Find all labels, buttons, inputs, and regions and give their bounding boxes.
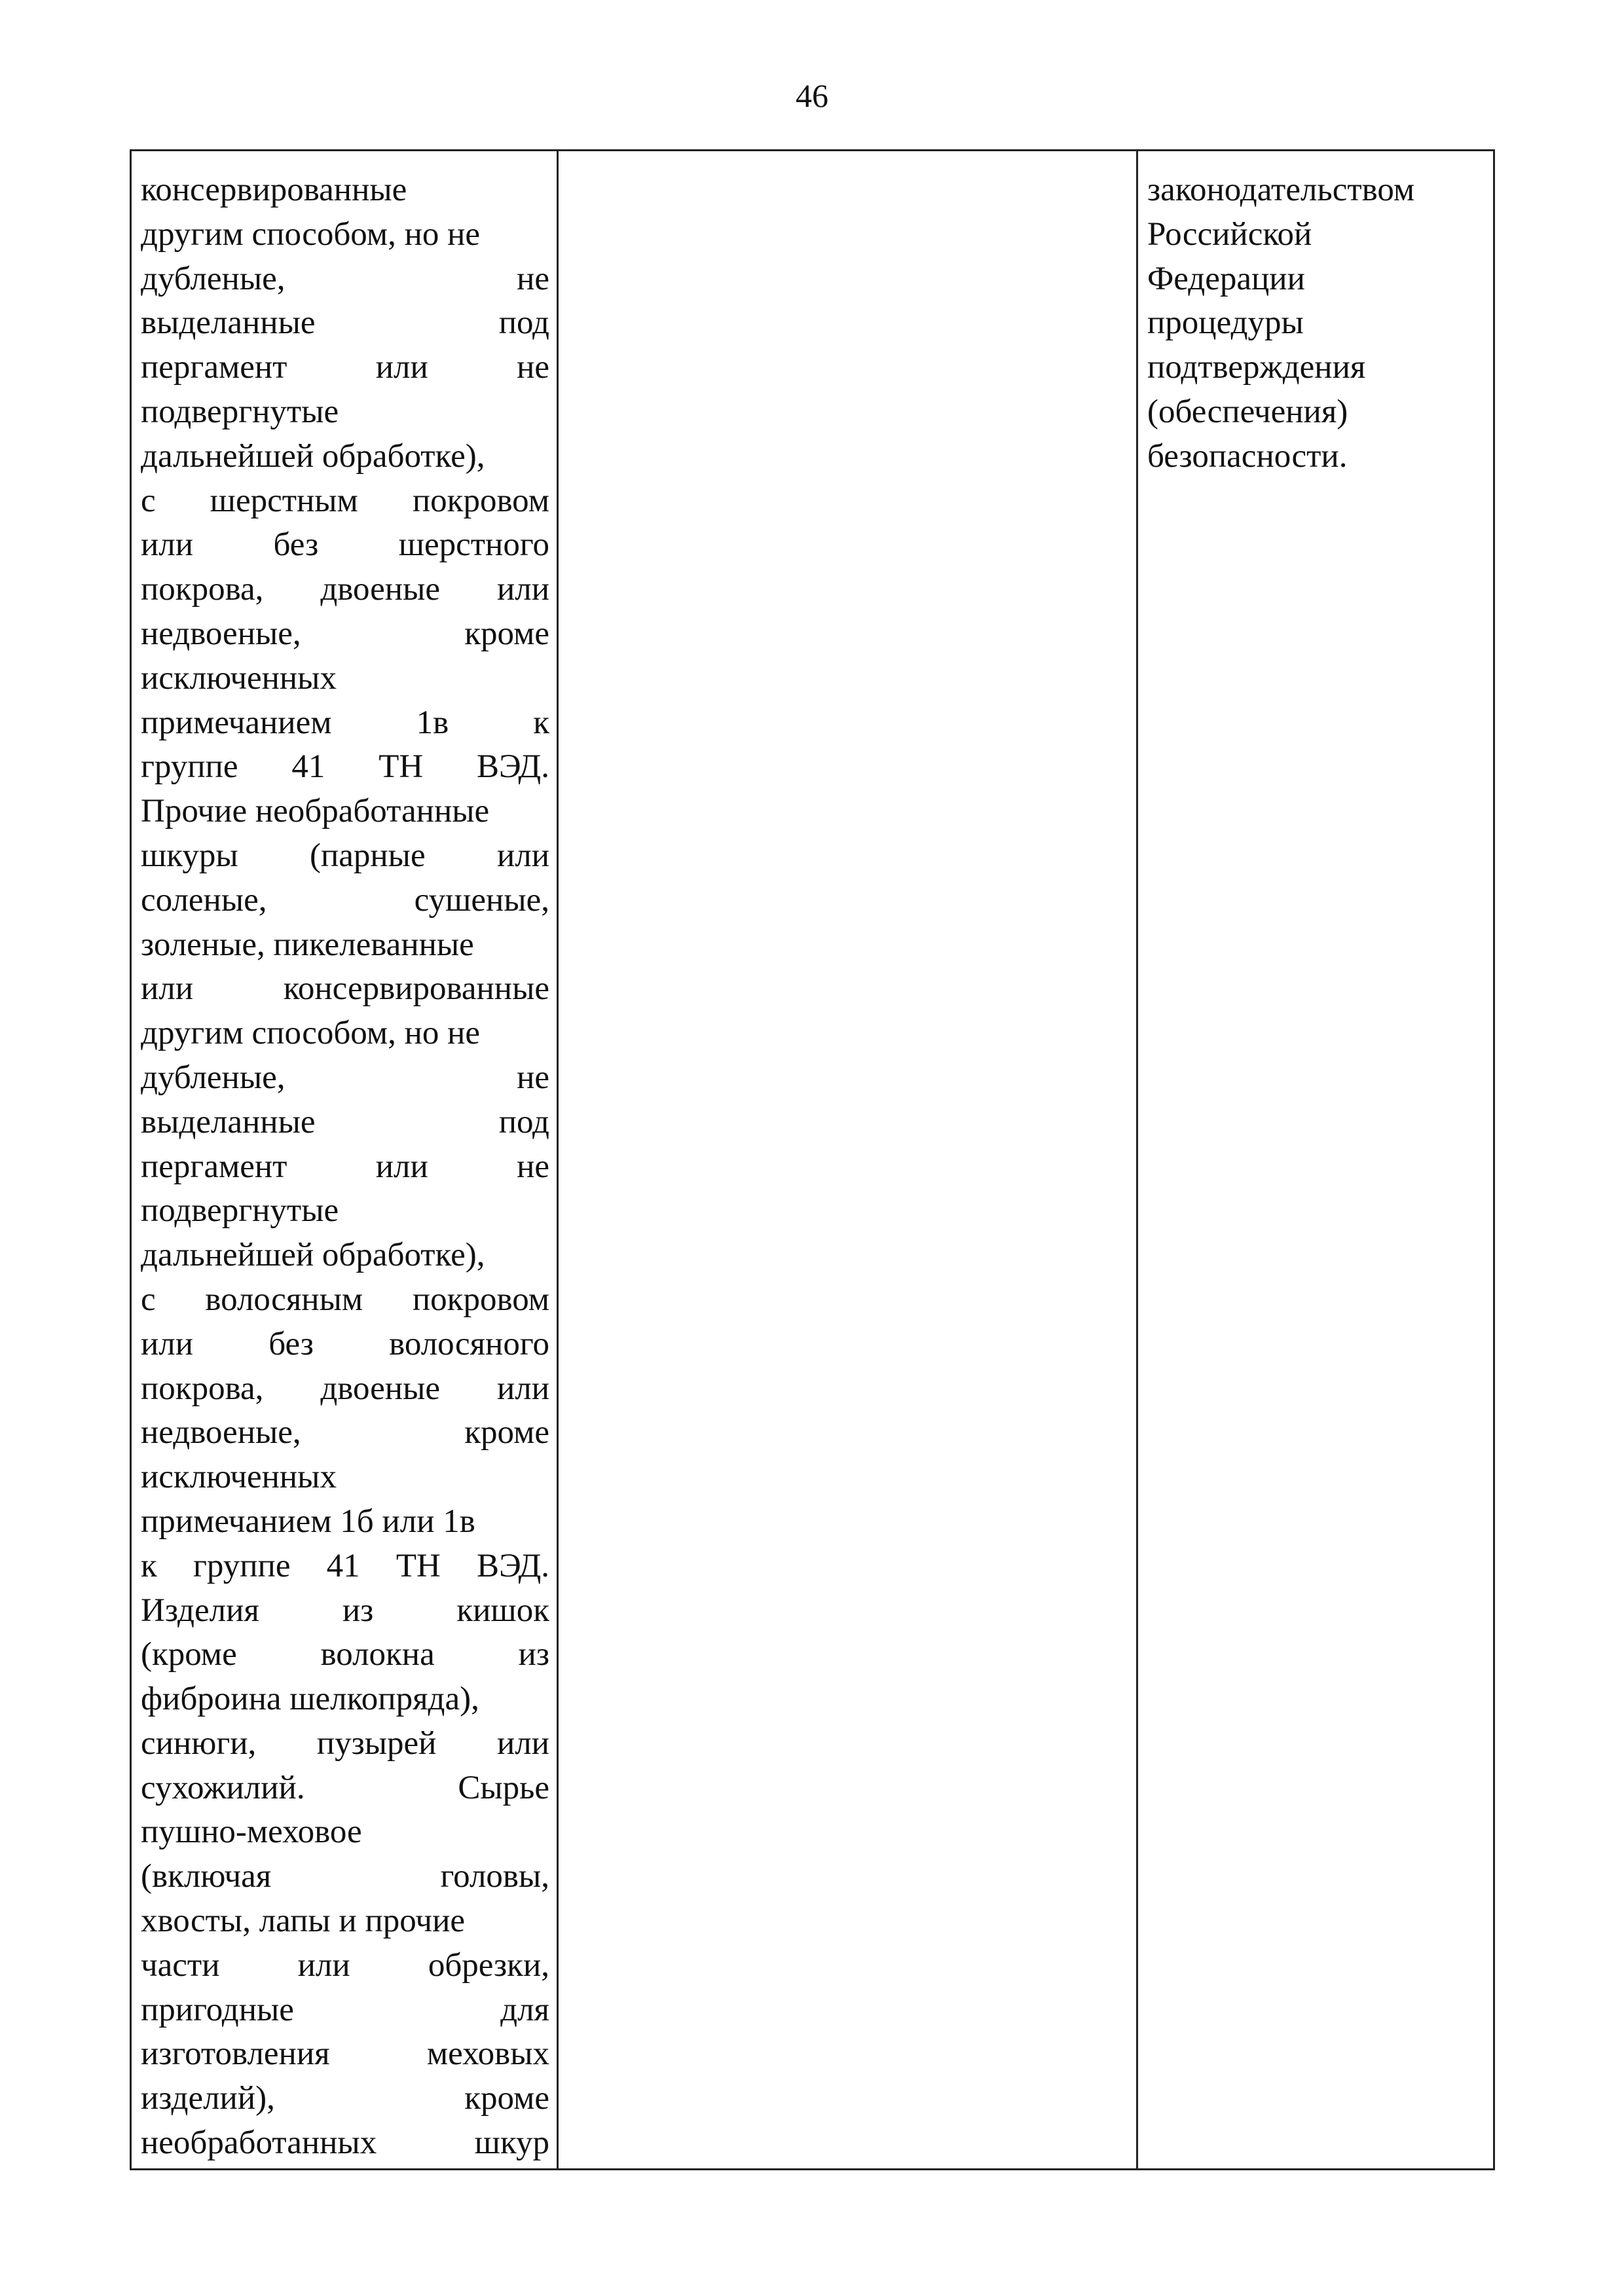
text-fragment: исключенных bbox=[141, 1459, 337, 1496]
text-fragment: изделий), bbox=[141, 2080, 275, 2117]
text-line bbox=[141, 1322, 549, 1367]
text-fragment: волокна bbox=[320, 1636, 435, 1673]
text-fragment: (обеспечения) bbox=[1147, 393, 1348, 430]
text-line bbox=[1147, 390, 1488, 435]
text-fragment: волосяного bbox=[389, 1325, 549, 1362]
text-fragment: примечанием bbox=[141, 704, 332, 741]
text-fragment: Изделия bbox=[141, 1592, 259, 1629]
text-fragment: к bbox=[533, 704, 549, 741]
text-fragment: или bbox=[496, 1724, 549, 1762]
text-fragment: выделанные bbox=[141, 304, 316, 342]
text-line bbox=[141, 1278, 549, 1322]
text-fragment: безопасности. bbox=[1147, 437, 1348, 475]
text-line bbox=[1147, 435, 1488, 479]
text-line bbox=[141, 1722, 549, 1766]
text-fragment: кроме bbox=[464, 1414, 549, 1451]
text-fragment: не bbox=[517, 1059, 549, 1096]
text-line bbox=[141, 301, 549, 346]
text-fragment: или bbox=[297, 1946, 350, 1984]
text-line bbox=[141, 1367, 549, 1412]
text-fragment: обрезки, bbox=[428, 1946, 549, 1984]
text-fragment: под bbox=[498, 1103, 549, 1140]
text-fragment: выделанные bbox=[141, 1103, 316, 1140]
text-fragment: или bbox=[141, 526, 194, 564]
text-fragment: или bbox=[375, 349, 428, 386]
text-fragment: ТН bbox=[378, 748, 424, 786]
text-line bbox=[141, 2121, 549, 2166]
text-fragment: группе bbox=[141, 748, 238, 786]
text-fragment: синюги, bbox=[141, 1724, 257, 1762]
text-fragment: ВЭД. bbox=[477, 1547, 549, 1584]
text-fragment: подтверждения bbox=[1147, 349, 1366, 386]
text-fragment: пергамент bbox=[141, 349, 287, 386]
text-fragment: примечанием 1б или 1в bbox=[141, 1503, 475, 1540]
table-column-description bbox=[132, 151, 559, 2168]
text-fragment: без bbox=[268, 1325, 314, 1362]
text-line bbox=[1147, 168, 1488, 213]
text-fragment: под bbox=[498, 304, 549, 342]
text-line bbox=[141, 1500, 549, 1544]
text-line bbox=[141, 479, 549, 524]
text-fragment: из bbox=[342, 1592, 374, 1629]
text-fragment: шкур bbox=[474, 2124, 549, 2162]
text-line bbox=[141, 2032, 549, 2077]
text-line bbox=[141, 1677, 549, 1722]
text-line bbox=[141, 701, 549, 746]
text-fragment: Федерации bbox=[1147, 260, 1305, 297]
text-line bbox=[141, 390, 549, 435]
text-fragment: золеные, пикелеванные bbox=[141, 926, 474, 963]
text-fragment: группе bbox=[193, 1547, 291, 1584]
text-fragment: (парные bbox=[309, 837, 426, 874]
text-fragment: 41 bbox=[326, 1547, 360, 1584]
text-line bbox=[141, 790, 549, 834]
text-line bbox=[141, 612, 549, 657]
text-line bbox=[141, 523, 549, 568]
text-line bbox=[141, 1411, 549, 1455]
text-fragment: покровом bbox=[412, 482, 549, 519]
text-line bbox=[141, 1233, 549, 1278]
text-fragment: хвосты, лапы и прочие bbox=[141, 1903, 466, 1940]
text-line bbox=[141, 879, 549, 923]
text-line bbox=[1147, 213, 1488, 257]
text-line bbox=[141, 1855, 549, 1899]
text-fragment: пушно-меховое bbox=[141, 1813, 362, 1851]
text-fragment: (кроме bbox=[141, 1636, 237, 1673]
text-fragment: волосяным bbox=[205, 1281, 363, 1318]
text-line bbox=[141, 1810, 549, 1855]
text-fragment: Прочие необработанные bbox=[141, 793, 490, 830]
text-fragment: другим способом, но не bbox=[141, 215, 481, 253]
text-fragment: с bbox=[141, 1281, 156, 1318]
text-fragment: недвоеные, bbox=[141, 1414, 301, 1451]
text-line bbox=[1147, 301, 1488, 346]
text-line bbox=[141, 1101, 549, 1145]
text-fragment: или bbox=[496, 837, 549, 874]
text-fragment: другим способом, но не bbox=[141, 1015, 481, 1052]
text-fragment: двоеные bbox=[320, 571, 440, 608]
text-line bbox=[1147, 257, 1488, 302]
text-fragment: пергамент bbox=[141, 1148, 287, 1185]
document-table bbox=[130, 149, 1495, 2170]
text-line bbox=[141, 1589, 549, 1633]
text-line bbox=[141, 1455, 549, 1500]
text-fragment: покрова, bbox=[141, 571, 264, 608]
text-line bbox=[141, 2077, 549, 2121]
text-fragment: шерстного bbox=[398, 526, 549, 564]
text-line bbox=[141, 745, 549, 790]
text-fragment: необработанных bbox=[141, 2124, 377, 2162]
requirements-text bbox=[1147, 168, 1488, 479]
text-fragment: 41 bbox=[291, 748, 325, 786]
text-fragment: пузырей bbox=[316, 1724, 437, 1762]
text-fragment: сухожилий. bbox=[141, 1769, 305, 1806]
text-fragment: дубленые, bbox=[141, 260, 286, 297]
text-fragment: или bbox=[496, 571, 549, 608]
text-fragment: или bbox=[496, 1370, 549, 1407]
text-line bbox=[141, 834, 549, 879]
text-fragment: с bbox=[141, 482, 156, 519]
text-fragment: меховых bbox=[426, 2035, 549, 2073]
text-fragment: кроме bbox=[464, 615, 549, 652]
description-text bbox=[141, 168, 549, 2166]
text-line bbox=[141, 1988, 549, 2033]
text-fragment: из bbox=[518, 1636, 549, 1673]
text-fragment: ТН bbox=[396, 1547, 441, 1584]
text-fragment: процедуры bbox=[1147, 304, 1304, 342]
text-line bbox=[141, 213, 549, 257]
text-fragment: дальнейшей обработке), bbox=[141, 1237, 485, 1274]
text-fragment: или bbox=[375, 1148, 428, 1185]
text-fragment: покровом bbox=[412, 1281, 549, 1318]
text-fragment: недвоеные, bbox=[141, 615, 301, 652]
text-fragment: кишок bbox=[456, 1592, 549, 1629]
text-fragment: дальнейшей обработке), bbox=[141, 437, 485, 475]
text-fragment: части bbox=[141, 1946, 220, 1984]
text-line bbox=[141, 1145, 549, 1190]
text-fragment: не bbox=[517, 1148, 549, 1185]
text-line bbox=[1147, 346, 1488, 390]
table-column-middle bbox=[559, 151, 1138, 2168]
text-fragment: двоеные bbox=[320, 1370, 440, 1407]
text-line bbox=[141, 346, 549, 390]
text-line bbox=[141, 1633, 549, 1677]
text-fragment: или bbox=[141, 1325, 194, 1362]
text-line bbox=[141, 1944, 549, 1988]
text-line bbox=[141, 257, 549, 302]
text-fragment: без bbox=[273, 526, 319, 564]
text-fragment: пригодные bbox=[141, 1991, 294, 2028]
text-fragment: шкуры bbox=[141, 837, 238, 874]
text-fragment: не bbox=[517, 260, 549, 297]
text-fragment: кроме bbox=[464, 2080, 549, 2117]
text-fragment: соленые, bbox=[141, 881, 267, 919]
text-line bbox=[141, 1189, 549, 1233]
text-line bbox=[141, 1544, 549, 1589]
text-line bbox=[141, 168, 549, 213]
text-line bbox=[141, 435, 549, 479]
text-line bbox=[141, 568, 549, 612]
text-fragment: шерстным bbox=[210, 482, 358, 519]
text-fragment: консервированные bbox=[283, 970, 549, 1008]
text-fragment: консервированные bbox=[141, 172, 407, 208]
table-column-requirements bbox=[1138, 151, 1493, 2168]
text-line bbox=[141, 1056, 549, 1101]
text-fragment: изготовления bbox=[141, 2035, 330, 2073]
text-fragment: головы, bbox=[440, 1858, 549, 1895]
text-fragment: (включая bbox=[141, 1858, 272, 1895]
text-line bbox=[141, 1011, 549, 1056]
text-fragment: подвергнутые bbox=[141, 1192, 339, 1230]
page-number: 46 bbox=[796, 77, 828, 114]
text-fragment: покрова, bbox=[141, 1370, 264, 1407]
text-fragment: дубленые, bbox=[141, 1059, 286, 1096]
text-line bbox=[141, 1899, 549, 1944]
text-fragment: или bbox=[141, 970, 194, 1008]
text-line bbox=[141, 967, 549, 1011]
text-fragment: фиброина шелкопряда), bbox=[141, 1681, 479, 1718]
text-fragment: Российской bbox=[1147, 215, 1312, 253]
text-fragment: ВЭД. bbox=[477, 748, 549, 786]
text-fragment: исключенных bbox=[141, 659, 337, 697]
text-fragment: законодательством bbox=[1147, 172, 1415, 208]
text-fragment: Сырье bbox=[458, 1769, 549, 1806]
text-fragment: к bbox=[141, 1547, 157, 1584]
text-line bbox=[141, 923, 549, 968]
text-fragment: не bbox=[517, 349, 549, 386]
text-line bbox=[141, 1766, 549, 1811]
text-fragment: сушеные, bbox=[414, 881, 549, 919]
text-fragment: для bbox=[500, 1991, 549, 2028]
text-line bbox=[141, 657, 549, 701]
text-fragment: подвергнутые bbox=[141, 393, 339, 430]
text-fragment: 1в bbox=[416, 704, 449, 741]
